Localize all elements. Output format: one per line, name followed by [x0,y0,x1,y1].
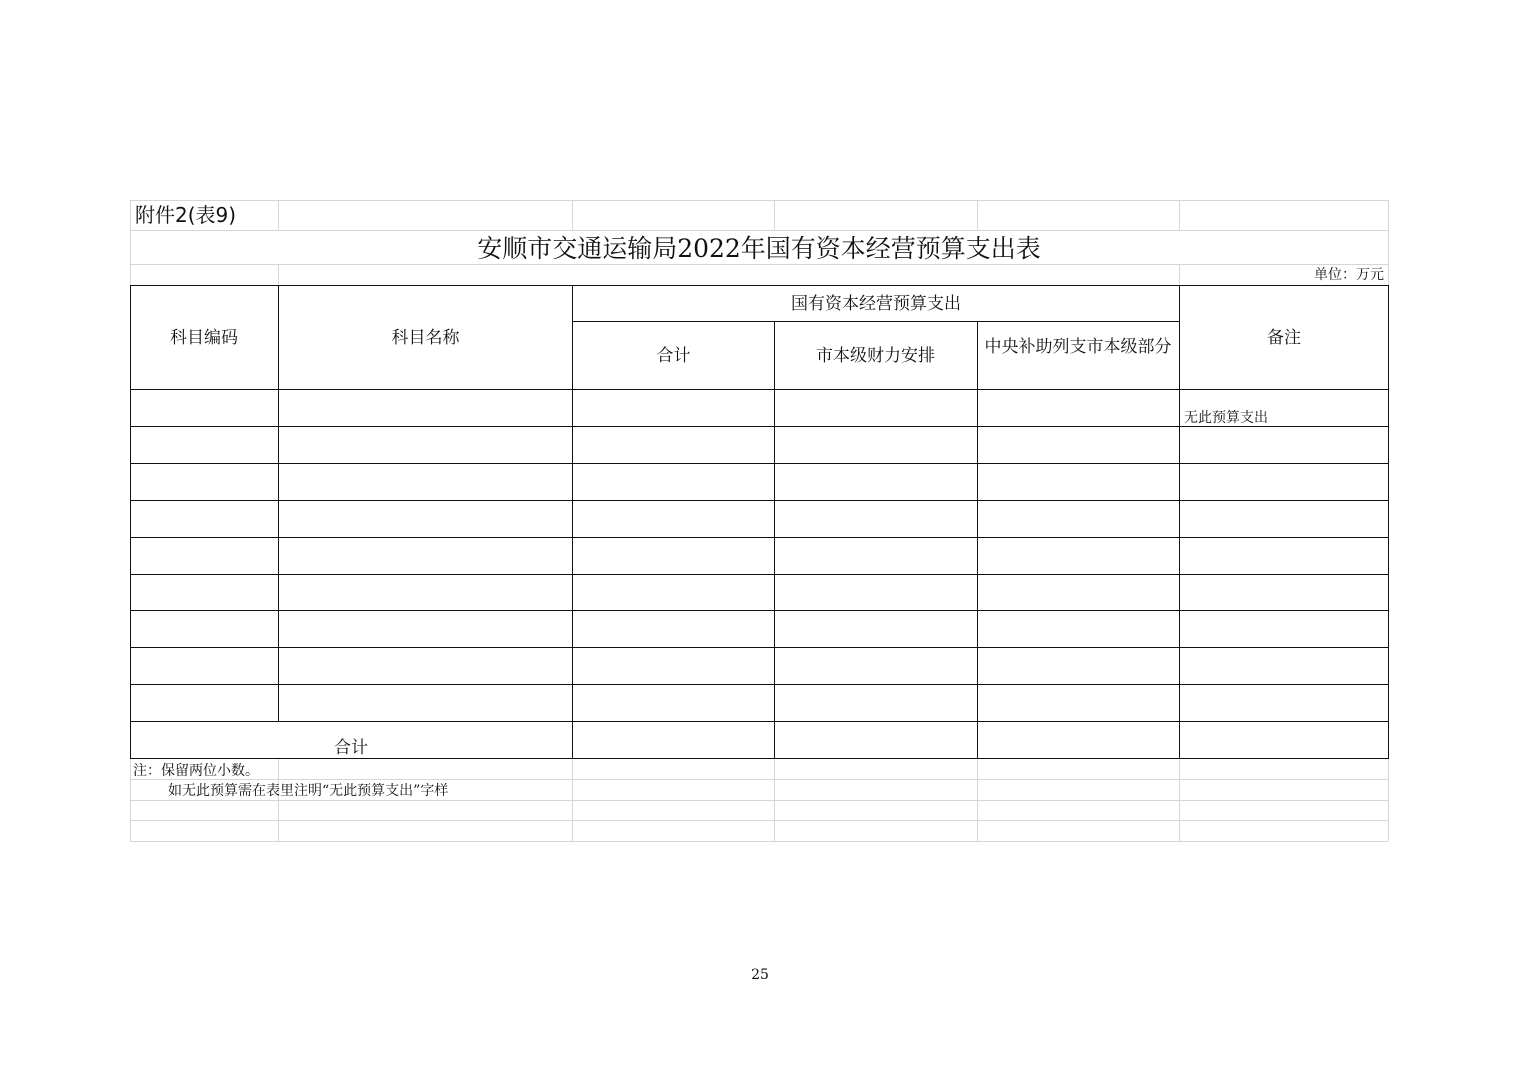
table-border [130,721,1389,722]
grid-line [1388,200,1389,286]
table-border [130,610,1389,611]
grid-line [1179,264,1180,286]
table-border [130,574,1389,575]
header-subject-code: 科目编码 [170,328,238,348]
table-border [130,684,1389,685]
attachment-label: 附件2(表9) [135,203,237,227]
grid-line [1179,758,1180,841]
table-border [130,285,131,759]
grid-line [130,820,1388,821]
grid-line [130,800,1388,801]
grid-line [130,200,1388,201]
table-border [278,285,279,722]
header-city-arrangement: 市本级财力安排 [816,346,935,366]
table-border [1179,285,1180,759]
grid-line [130,841,1388,842]
sum-row-label: 合计 [334,738,368,758]
grid-line [572,200,573,230]
unit-label: 单位：万元 [1314,267,1384,283]
table-border [774,321,775,759]
table-border [130,758,1389,759]
header-central-subsidy: 中央补助列支市本级部分 [984,337,1172,357]
header-total: 合计 [656,346,691,366]
grid-line [774,758,775,841]
table-border [572,321,1179,322]
header-subject-name: 科目名称 [391,328,460,348]
page-number: 25 [751,967,769,983]
grid-line [572,758,573,841]
grid-line [130,230,1388,231]
page-title: 安顺市交通运输局2022年国有资本经营预算支出表 [477,234,1041,263]
grid-line [278,264,279,286]
grid-line [278,200,279,230]
table-border [130,285,1389,286]
note-line-2: 如无此预算需在表里注明“无此预算支出”字样 [168,783,449,799]
table-border [130,647,1389,648]
first-row-remark: 无此预算支出 [1184,410,1268,426]
grid-line [977,758,978,841]
grid-line [1179,200,1180,230]
table-border [1388,285,1389,759]
table-border [130,537,1389,538]
grid-line [977,200,978,230]
grid-line [130,779,1388,780]
table-border [130,426,1389,427]
header-budget-group: 国有资本经营预算支出 [791,294,961,314]
note-line-1: 注：保留两位小数。 [133,763,259,779]
grid-line [130,264,1388,265]
grid-line [130,758,131,841]
table-border [130,389,1389,390]
table-border [130,463,1389,464]
header-remark: 备注 [1267,328,1301,348]
grid-line [774,200,775,230]
table-border [130,500,1389,501]
table-border [977,321,978,759]
grid-line [278,758,279,841]
grid-line [1388,758,1389,841]
